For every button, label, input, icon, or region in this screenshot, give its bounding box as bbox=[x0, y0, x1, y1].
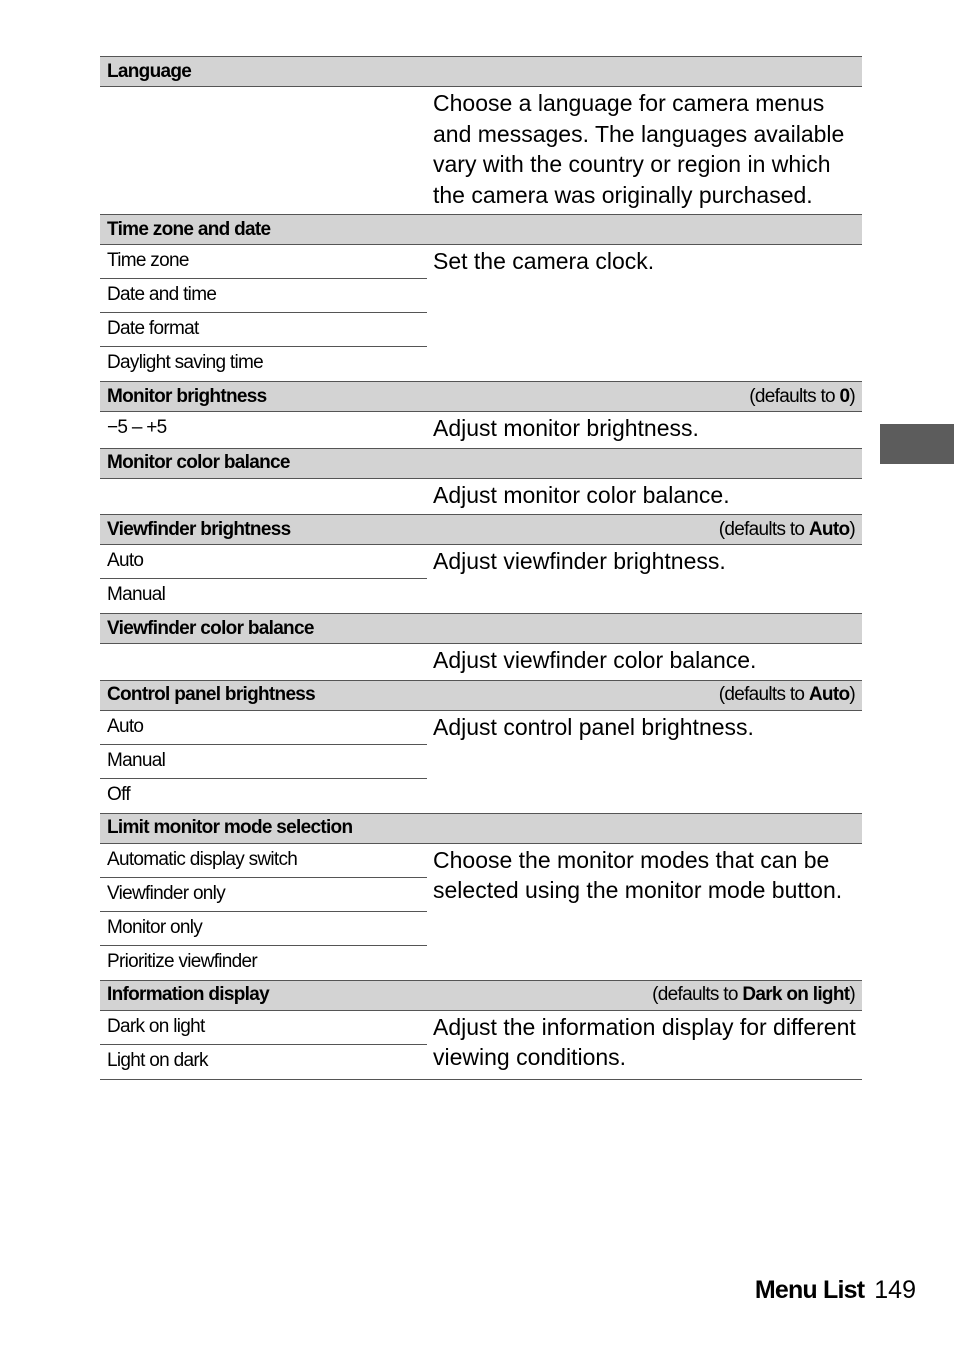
option-item: Manual bbox=[107, 584, 166, 605]
option-item: Light on dark bbox=[107, 1049, 208, 1071]
section-description: Adjust viewfinder brightness. bbox=[433, 548, 726, 574]
page-footer bbox=[755, 1276, 916, 1305]
default-note bbox=[652, 984, 855, 1006]
section-description: Adjust control panel brightness. bbox=[433, 713, 754, 740]
section-description: Adjust monitor brightness. bbox=[433, 415, 699, 441]
default-suffix: ) bbox=[849, 984, 855, 1005]
default-value: Auto bbox=[808, 518, 850, 540]
default-value: 0 bbox=[839, 385, 850, 407]
default-suffix: ) bbox=[849, 385, 855, 407]
section-body bbox=[100, 1011, 862, 1080]
section-description: Adjust the information display for different viewing conditions. bbox=[433, 1013, 856, 1070]
section-title: Monitor color balance bbox=[107, 452, 290, 473]
option-item: Auto bbox=[100, 545, 427, 579]
section-title: Limit monitor mode selection bbox=[107, 817, 353, 838]
default-prefix: (defaults to bbox=[749, 385, 840, 407]
section-header bbox=[100, 381, 862, 412]
section-header bbox=[100, 214, 862, 245]
default-note bbox=[719, 519, 855, 541]
section-title: Information display bbox=[107, 984, 269, 1005]
options-list bbox=[100, 412, 427, 448]
option-item: Manual bbox=[100, 745, 427, 779]
default-note bbox=[719, 684, 855, 706]
default-prefix: (defaults to bbox=[652, 984, 743, 1005]
footer-section-name: Menu List bbox=[754, 1276, 865, 1304]
option-item: −5 – +5 bbox=[107, 417, 167, 438]
section-body bbox=[100, 644, 862, 680]
section-description: Adjust monitor color balance. bbox=[433, 481, 730, 508]
option-item: Auto bbox=[100, 711, 427, 745]
section-body bbox=[100, 545, 862, 613]
section-header bbox=[100, 613, 862, 644]
section-title: Language bbox=[107, 60, 192, 82]
section-description: Adjust viewfinder color balance. bbox=[433, 647, 757, 673]
default-value: Dark on light bbox=[742, 984, 850, 1005]
section-title: Time zone and date bbox=[107, 218, 271, 240]
section-title: Viewfinder brightness bbox=[107, 518, 291, 540]
section-title: Control panel brightness bbox=[107, 684, 316, 705]
option-item: Time zone bbox=[100, 245, 427, 279]
section-body bbox=[100, 87, 862, 214]
section-header bbox=[100, 448, 862, 479]
section-header bbox=[100, 813, 862, 844]
option-item: Daylight saving time bbox=[107, 352, 264, 373]
options-list bbox=[100, 245, 427, 381]
options-list bbox=[100, 644, 427, 680]
section-description: Choose the monitor modes that can be selected using the monitor mode button. bbox=[433, 846, 843, 903]
section-body bbox=[100, 412, 862, 448]
menu-settings-table bbox=[100, 56, 862, 1080]
options-list bbox=[100, 545, 427, 613]
section-header bbox=[100, 680, 862, 711]
default-suffix: ) bbox=[849, 684, 855, 705]
option-item: Dark on light bbox=[100, 1011, 427, 1045]
section-header bbox=[100, 514, 862, 545]
section-description: Choose a language for camera menus and messages. The languages available vary with the country or region in which the camera was originally purchased. bbox=[433, 90, 845, 208]
option-item: Date and time bbox=[100, 279, 427, 313]
section-title: Monitor brightness bbox=[107, 385, 267, 407]
default-value: Auto bbox=[808, 684, 850, 705]
option-item: Off bbox=[107, 783, 130, 805]
section-title: Viewfinder color balance bbox=[107, 617, 314, 639]
option-item: Viewfinder only bbox=[100, 878, 427, 912]
section-header bbox=[100, 980, 862, 1011]
option-item: Prioritize viewfinder bbox=[107, 950, 258, 972]
options-list bbox=[100, 479, 427, 515]
option-item: Automatic display switch bbox=[100, 844, 427, 878]
default-note bbox=[749, 386, 855, 408]
section-body bbox=[100, 844, 862, 980]
page-number: 149 bbox=[874, 1276, 916, 1304]
options-list bbox=[100, 87, 427, 214]
chapter-thumb-tab bbox=[880, 424, 954, 464]
option-item: Date format bbox=[100, 313, 427, 347]
default-prefix: (defaults to bbox=[718, 684, 809, 705]
section-body bbox=[100, 711, 862, 813]
options-list bbox=[100, 1011, 427, 1079]
options-list bbox=[100, 844, 427, 980]
option-item: Monitor only bbox=[100, 912, 427, 946]
section-description: Set the camera clock. bbox=[433, 248, 655, 274]
section-body bbox=[100, 245, 862, 381]
default-suffix: ) bbox=[849, 518, 855, 540]
section-header bbox=[100, 56, 862, 87]
default-prefix: (defaults to bbox=[718, 518, 809, 540]
section-body bbox=[100, 479, 862, 515]
options-list bbox=[100, 711, 427, 813]
